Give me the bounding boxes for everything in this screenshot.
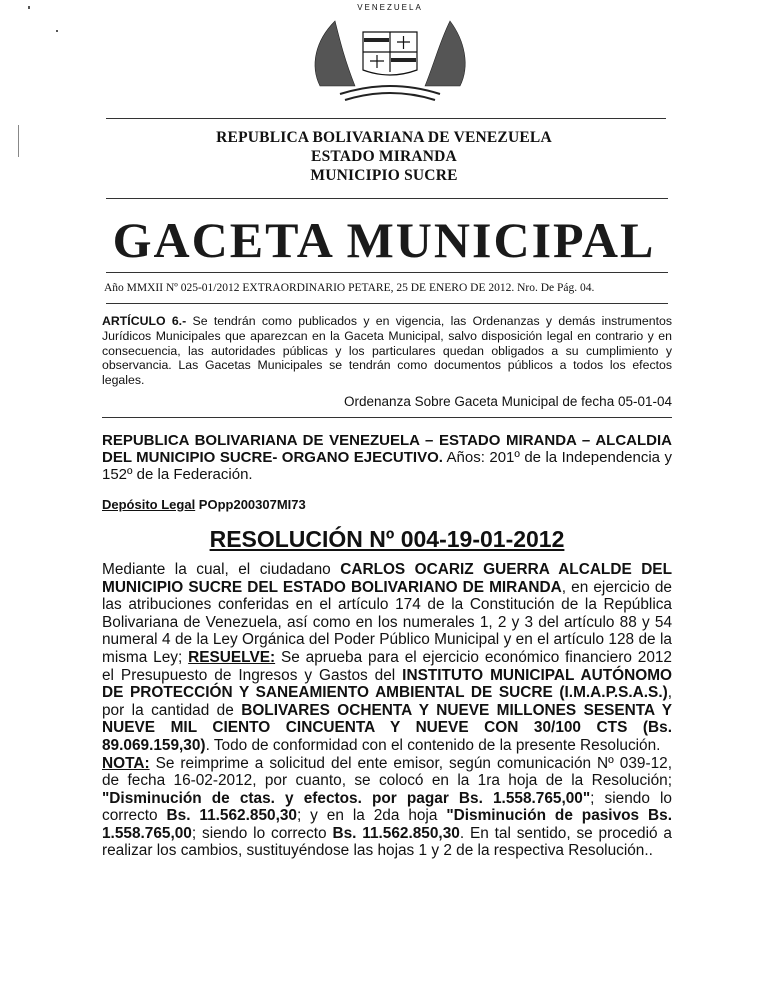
ordenanza-reference: Ordenanza Sobre Gaceta Municipal de fecha 05-01-04: [344, 393, 672, 409]
nota-segment: . En tal sentido, se procedió a realizar los cambios, sustituyéndose las hojas 1 y 2 de la respectiva Resolución..: [102, 824, 672, 860]
republica-block: [102, 432, 672, 483]
nota-segment: "Disminución de pasivos Bs. 1.558.765,00: [102, 807, 672, 842]
body-segment: , en ejercicio de las atribuciones conferidas en el artículo 174 de la Constitución de la República Bolivariana de Venezuela, así como en los numerales 1, 2 y 3 del artículo 88 y 54 numeral 4 de la Ley Orgánica del Poder Público Municipal y en el artículo 128 de la misma Ley;: [102, 578, 672, 666]
article-label: ARTÍCULO 6.-: [102, 314, 187, 328]
issue-line: Año MMXII Nº 025-01/2012 EXTRAORDINARIO PETARE, 25 DE ENERO DE 2012. Nro. De Pág. 04.: [104, 282, 595, 294]
header-state: ESTADO MIRANDA: [311, 148, 457, 165]
header-country: REPUBLICA BOLIVARIANA DE VENEZUELA: [216, 129, 552, 146]
nota-segment: ; siendo lo correcto: [191, 824, 333, 842]
header-municipality: MUNICIPIO SUCRE: [310, 167, 458, 184]
deposito-legal: [102, 497, 672, 513]
body-segment: Mediante la cual, el ciudadano: [102, 560, 341, 578]
nota-segment: "Disminución de ctas. y efectos. por pagar Bs. 1.558.765,00": [102, 789, 591, 807]
nota-segment: Se reimprime a solicitud del ente emisor, según comunicación Nº 039-12, de fecha 16-02-2012, por cuanto, se colocó en la 1ra hoja de la Resolución;: [102, 754, 672, 790]
nota-segment: Bs. 11.562.850,30: [166, 807, 297, 825]
body-segment: . Todo de conformidad con el contenido de la presente Resolución.: [205, 736, 661, 754]
scan-speck: [28, 6, 30, 9]
seal-label: VENEZUELA: [357, 3, 423, 12]
divider: [106, 118, 666, 119]
divider: [106, 272, 668, 273]
deposito-value: POpp200307MI73: [195, 496, 306, 512]
divider: [102, 417, 672, 418]
article-text: Se tendrán como publicados y en vigencia, las Ordenanzas y demás instrumentos Jurídicos Municipales que aparezcan en la Gaceta Municipal, salvo disposición legal en contrario y en consecuencia, las autoridades públicas y los particulares quedan obligados a su cumplimiento y observancia. Las Gacetas Municipales se tendrán como documentos públicos a todos los efectos legales.: [102, 314, 672, 388]
body-segment: CARLOS OCARIZ GUERRA ALCALDE DEL MUNICIPIO SUCRE DEL ESTADO BOLIVARIANO DE MIRANDA: [102, 560, 672, 596]
republica-heading: REPUBLICA BOLIVARIANA DE VENEZUELA – ESTADO MIRANDA – ALCALDIA DEL MUNICIPIO SUCRE- ORGANO EJECUTIVO.: [102, 431, 672, 466]
resolution-title: [102, 525, 672, 553]
nota-segment: ; siendo lo correcto: [102, 789, 672, 825]
divider: [106, 303, 668, 304]
document-body: [102, 314, 672, 860]
resolution-title-text: RESOLUCIÓN Nº 004-19-01-2012: [209, 525, 565, 552]
gazette-title: GACETA MUNICIPAL: [112, 212, 656, 268]
nota-segment: ; y en la 2da hoja: [296, 807, 447, 825]
body-segment: RESUELVE:: [188, 648, 276, 666]
body-segment: BOLIVARES OCHENTA Y NUEVE MILLONES SESENTA Y NUEVE MIL CIENTO CINCUENTA Y NUEVE CON 30/100 CTS (Bs. 89.069.159,30): [102, 701, 672, 754]
divider: [106, 198, 668, 199]
nota-segment: Bs. 11.562.850,30: [332, 824, 460, 842]
body-segment: , por la cantidad de: [102, 684, 672, 719]
resolution-body: [102, 561, 672, 755]
body-segment: INSTITUTO MUNICIPAL AUTÓNOMO DE PROTECCIÓN Y SANEAMIENTO AMBIENTAL DE SUCRE (I.M.A.P.S.A.S.): [102, 666, 672, 702]
deposito-label: Depósito Legal: [102, 496, 196, 512]
nota-segment: NOTA:: [102, 754, 150, 772]
article-6: [102, 314, 672, 388]
body-segment: Se aprueba para el ejercicio económico financiero 2012 el Presupuesto de Ingresos y Gastos del: [102, 648, 672, 684]
nota-paragraph: [102, 755, 672, 861]
scan-speck: [56, 30, 58, 32]
coat-of-arms-seal: [300, 16, 480, 106]
republica-years: Años: 201º de la Independencia y 152º de la Federación.: [102, 448, 672, 483]
